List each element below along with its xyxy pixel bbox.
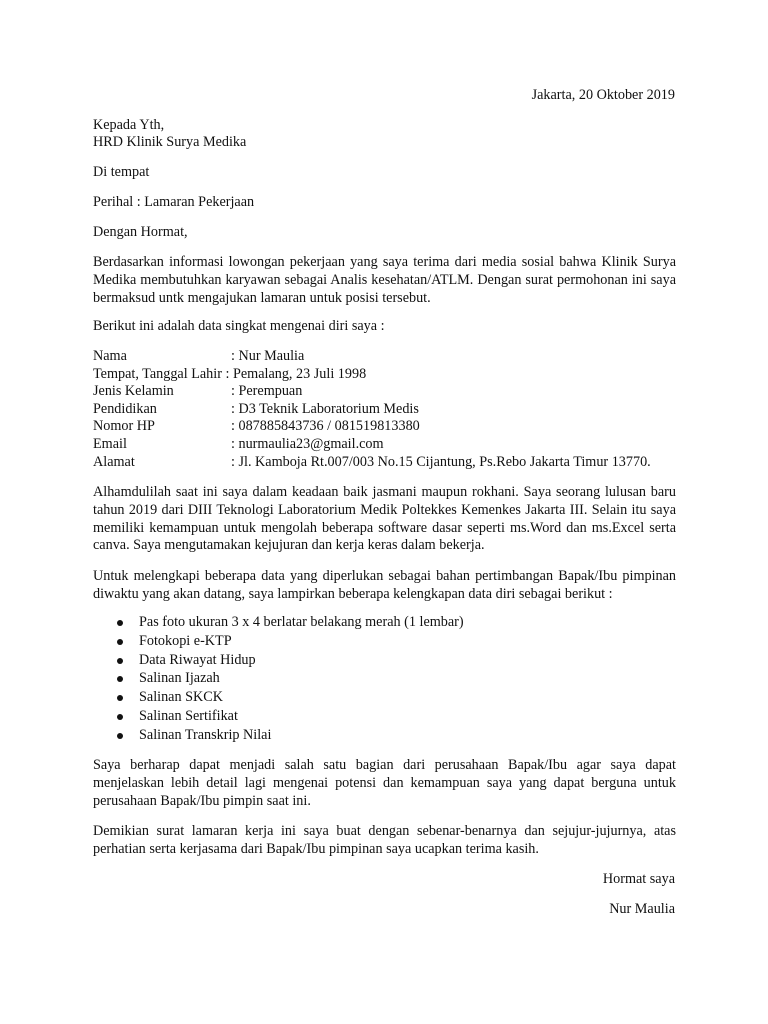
list-item — [93, 652, 464, 671]
paragraph-about: Alhamdulilah saat ini saya dalam keadaan baik jasmani maupun rokhani. Saya seorang lulusan baru tahun 2019 dari DIII Teknologi Laboratorium Medik Poltekkes Kemenkes Jakarta III. Selain itu saya memiliki kemampuan untuk mengolah beberapa software dasar seperti ms.Word dan ms.Excel serta canva. Saya mengutamakan kejujuran dan kerja keras dalam bekerja. — [93, 484, 676, 554]
paragraph-closing: Demikian surat lamaran kerja ini saya buat dengan sebenar-benarnya dan sejujur-jujurnya, atas perhatian serta kerjasama dari Bapak/Ibu pimpinan saya ucapkan terima kasih. — [93, 823, 676, 857]
attachment-text: Data Riwayat Hidup — [139, 651, 256, 668]
letter-subject: Perihal : Lamaran Pekerjaan — [93, 194, 255, 210]
bullet-icon — [117, 639, 123, 645]
bio-value: : Nur Maulia — [231, 348, 305, 364]
bio-label: Email — [93, 436, 127, 452]
list-item — [93, 614, 464, 633]
list-item — [93, 727, 464, 746]
bio-row-ttl — [93, 366, 366, 384]
sign-off: Hormat saya — [602, 871, 675, 887]
recipient-line2: HRD Klinik Surya Medika — [93, 134, 247, 150]
paragraph-intro: Berdasarkan informasi lowongan pekerjaan yang saya terima dari media sosial bahwa Klinik Surya Medika membutuhkan karyawan sebagai Analis kesehatan/ATLM. Dengan surat permohonan ini saya bermaksud untk mengajukan lamaran untuk posisi tersebut. — [93, 254, 676, 306]
list-item — [93, 670, 464, 689]
bio-value: : 087885843736 / 081519813380 — [231, 418, 420, 435]
bio-label: Nomor HP — [93, 418, 155, 435]
bullet-icon — [117, 658, 123, 664]
attachment-text: Salinan SKCK — [139, 689, 223, 706]
bio-value: : Pemalang, 23 Juli 1998 — [225, 365, 367, 382]
bio-value: : nurmaulia23@gmail.com — [231, 436, 384, 452]
bio-value: : Perempuan — [231, 383, 303, 400]
bio-label: Tempat, Tanggal Lahir — [93, 365, 222, 382]
bio-label: Pendidikan — [93, 400, 157, 417]
list-item — [93, 689, 464, 708]
signature-name: Nur Maulia — [609, 901, 675, 917]
attachment-text: Fotokopi e-KTP — [139, 632, 232, 649]
attachment-text: Pas foto ukuran 3 x 4 berlatar belakang merah (1 lembar) — [139, 614, 464, 630]
bio-label: Alamat — [93, 453, 135, 470]
letter-greeting: Dengan Hormat, — [93, 224, 188, 240]
recipient-line1: Kepada Yth, — [93, 117, 165, 133]
attachment-text: Salinan Ijazah — [139, 670, 220, 687]
bio-label: Nama — [93, 348, 127, 364]
bullet-icon — [117, 695, 123, 701]
bullet-icon — [117, 733, 123, 739]
bio-label: Jenis Kelamin — [93, 383, 174, 400]
bio-intro: Berikut ini adalah data singkat mengenai diri saya : — [93, 318, 385, 334]
paragraph-attachments-intro: Untuk melengkapi beberapa data yang diperlukan sebagai bahan pertimbangan Bapak/Ibu pimpinan diwaktu yang akan datang, saya lampirkan beberapa kelengkapan data diri sebagai berikut : — [93, 568, 676, 602]
attachment-text: Salinan Transkrip Nilai — [139, 726, 272, 743]
recipient-place: Di tempat — [93, 164, 150, 180]
attachment-list — [93, 614, 464, 746]
list-item — [93, 633, 464, 652]
bio-value: : Jl. Kamboja Rt.007/003 No.15 Cijantung, Ps.Rebo Jakarta Timur 13770. — [231, 453, 651, 470]
attachment-text: Salinan Sertifikat — [139, 707, 238, 724]
letter-date: Jakarta, 20 Oktober 2019 — [531, 87, 675, 103]
bio-value: : D3 Teknik Laboratorium Medis — [231, 400, 419, 417]
bullet-icon — [117, 714, 123, 720]
list-item — [93, 708, 464, 727]
bullet-icon — [117, 620, 123, 626]
bullet-icon — [117, 676, 123, 682]
paragraph-hope: Saya berharap dapat menjadi salah satu bagian dari perusahaan Bapak/Ibu agar saya dapat menjelaskan lebih detail lagi mengenai potensi dan kemampuan saya yang dapat berguna untuk perusahaan Bapak/Ibu pimpin saat ini. — [93, 757, 676, 809]
